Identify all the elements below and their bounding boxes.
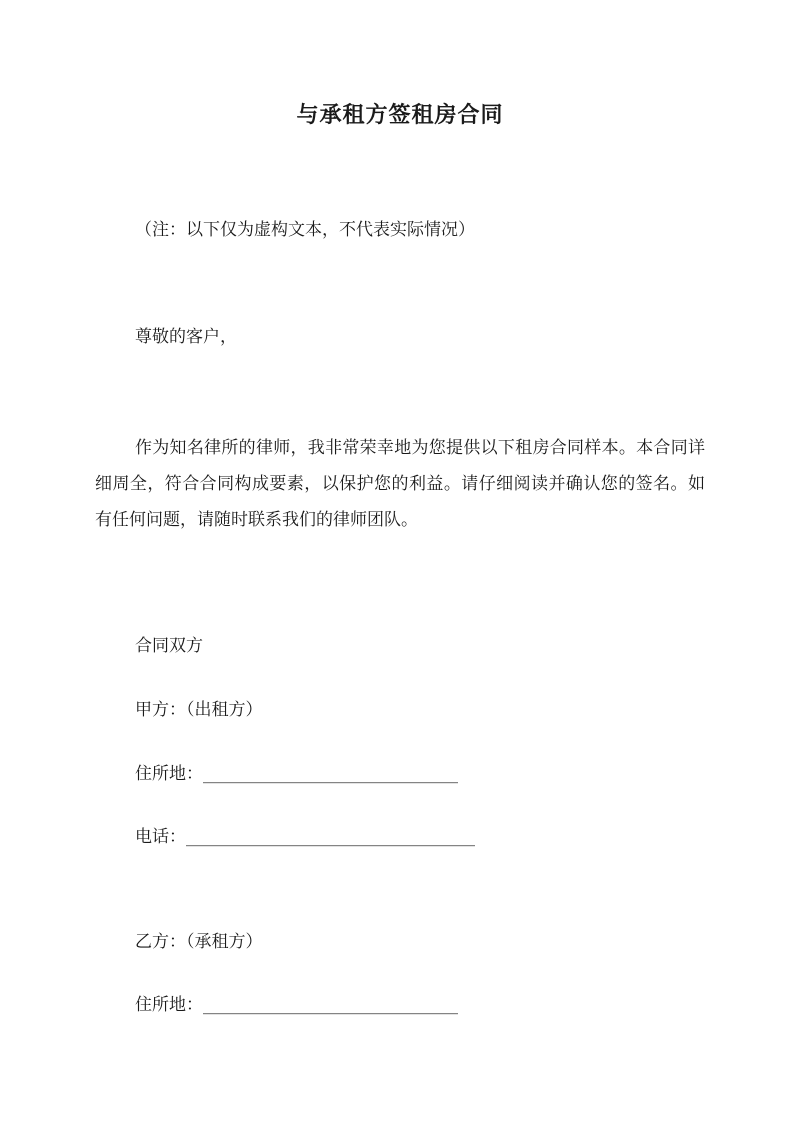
party-b-label: 乙方：（承租方） [135,932,263,952]
greeting: 尊敬的客户， [135,327,237,347]
party-b-address-field: 住所地：______________________________ [135,995,458,1015]
disclaimer-note: （注：以下仅为虚构文本，不代表实际情况） [135,220,475,240]
party-a-phone-field: 电话：__________________________________ [135,827,475,847]
party-a-address-field: 住所地：______________________________ [135,764,458,784]
parties-heading: 合同双方 [135,636,203,656]
document-title: 与承租方签租房合同 [296,102,504,128]
intro-paragraph: 作为知名律所的律师，我非常荣幸地为您提供以下租房合同样本。本合同详细周全，符合合同构成要素，以保护您的利益。请仔细阅读并确认您的签名。如有任何问题，请随时联系我们的律师团队。 [95,438,705,530]
party-a-label: 甲方：（出租方） [135,700,263,720]
